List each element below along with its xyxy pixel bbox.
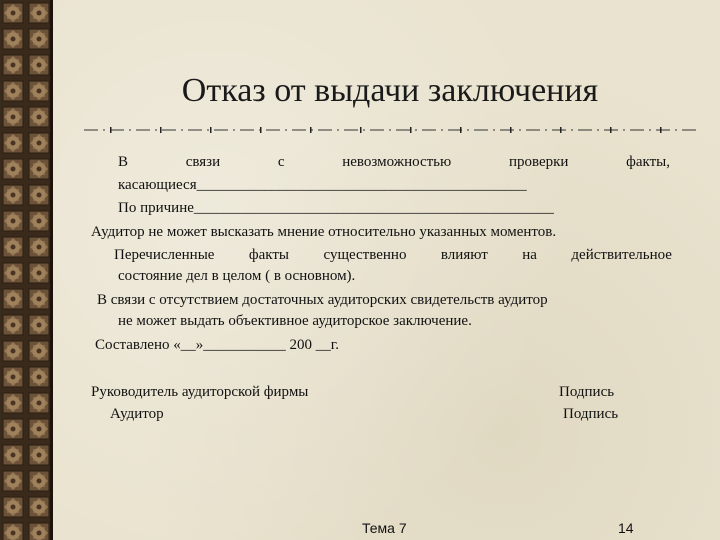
line-6: состояние дел в целом ( в основном). — [118, 268, 356, 284]
line-5-word: факты — [248, 247, 290, 263]
line-3: По причине________________________________________________ — [118, 200, 554, 216]
footer-topic: Тема 7 — [362, 520, 407, 536]
line-1-word: связи — [185, 154, 221, 170]
line-5-word: действительное — [571, 247, 672, 263]
line-5 — [114, 245, 672, 265]
line-5-word: на — [522, 247, 537, 263]
line-5-word: существенно — [323, 247, 407, 263]
line-4: Аудитор не может высказать мнение относительно указанных моментов. — [91, 224, 557, 240]
line-1 — [118, 152, 670, 172]
line-5-word: влияют — [440, 247, 488, 263]
slide-title: Отказ от выдачи заключения — [181, 72, 599, 109]
line-5-word: Перечисленные — [114, 247, 215, 263]
signature-field-auditor: Подпись — [563, 406, 619, 422]
page-number: 14 — [618, 520, 634, 536]
line-2: касающиеся____________________________________________ — [118, 177, 527, 193]
signature-label-auditor: Аудитор — [110, 406, 164, 422]
line-1-word: проверки — [508, 154, 569, 170]
signature-field-director: Подпись — [559, 384, 615, 400]
line-7: В связи с отсутствием достаточных аудиторских свидетельств аудитор — [97, 292, 548, 308]
line-8: не может выдать объективное аудиторское заключение. — [118, 313, 472, 329]
line-1-word: факты, — [626, 154, 670, 170]
signature-label-director: Руководитель аудиторской фирмы — [91, 384, 309, 400]
line-1-word: невозможностью — [342, 154, 452, 170]
line-1-word: В — [118, 154, 129, 170]
line-9: Составлено «__»___________ 200 __г. — [95, 337, 339, 353]
line-1-word: с — [277, 154, 285, 170]
